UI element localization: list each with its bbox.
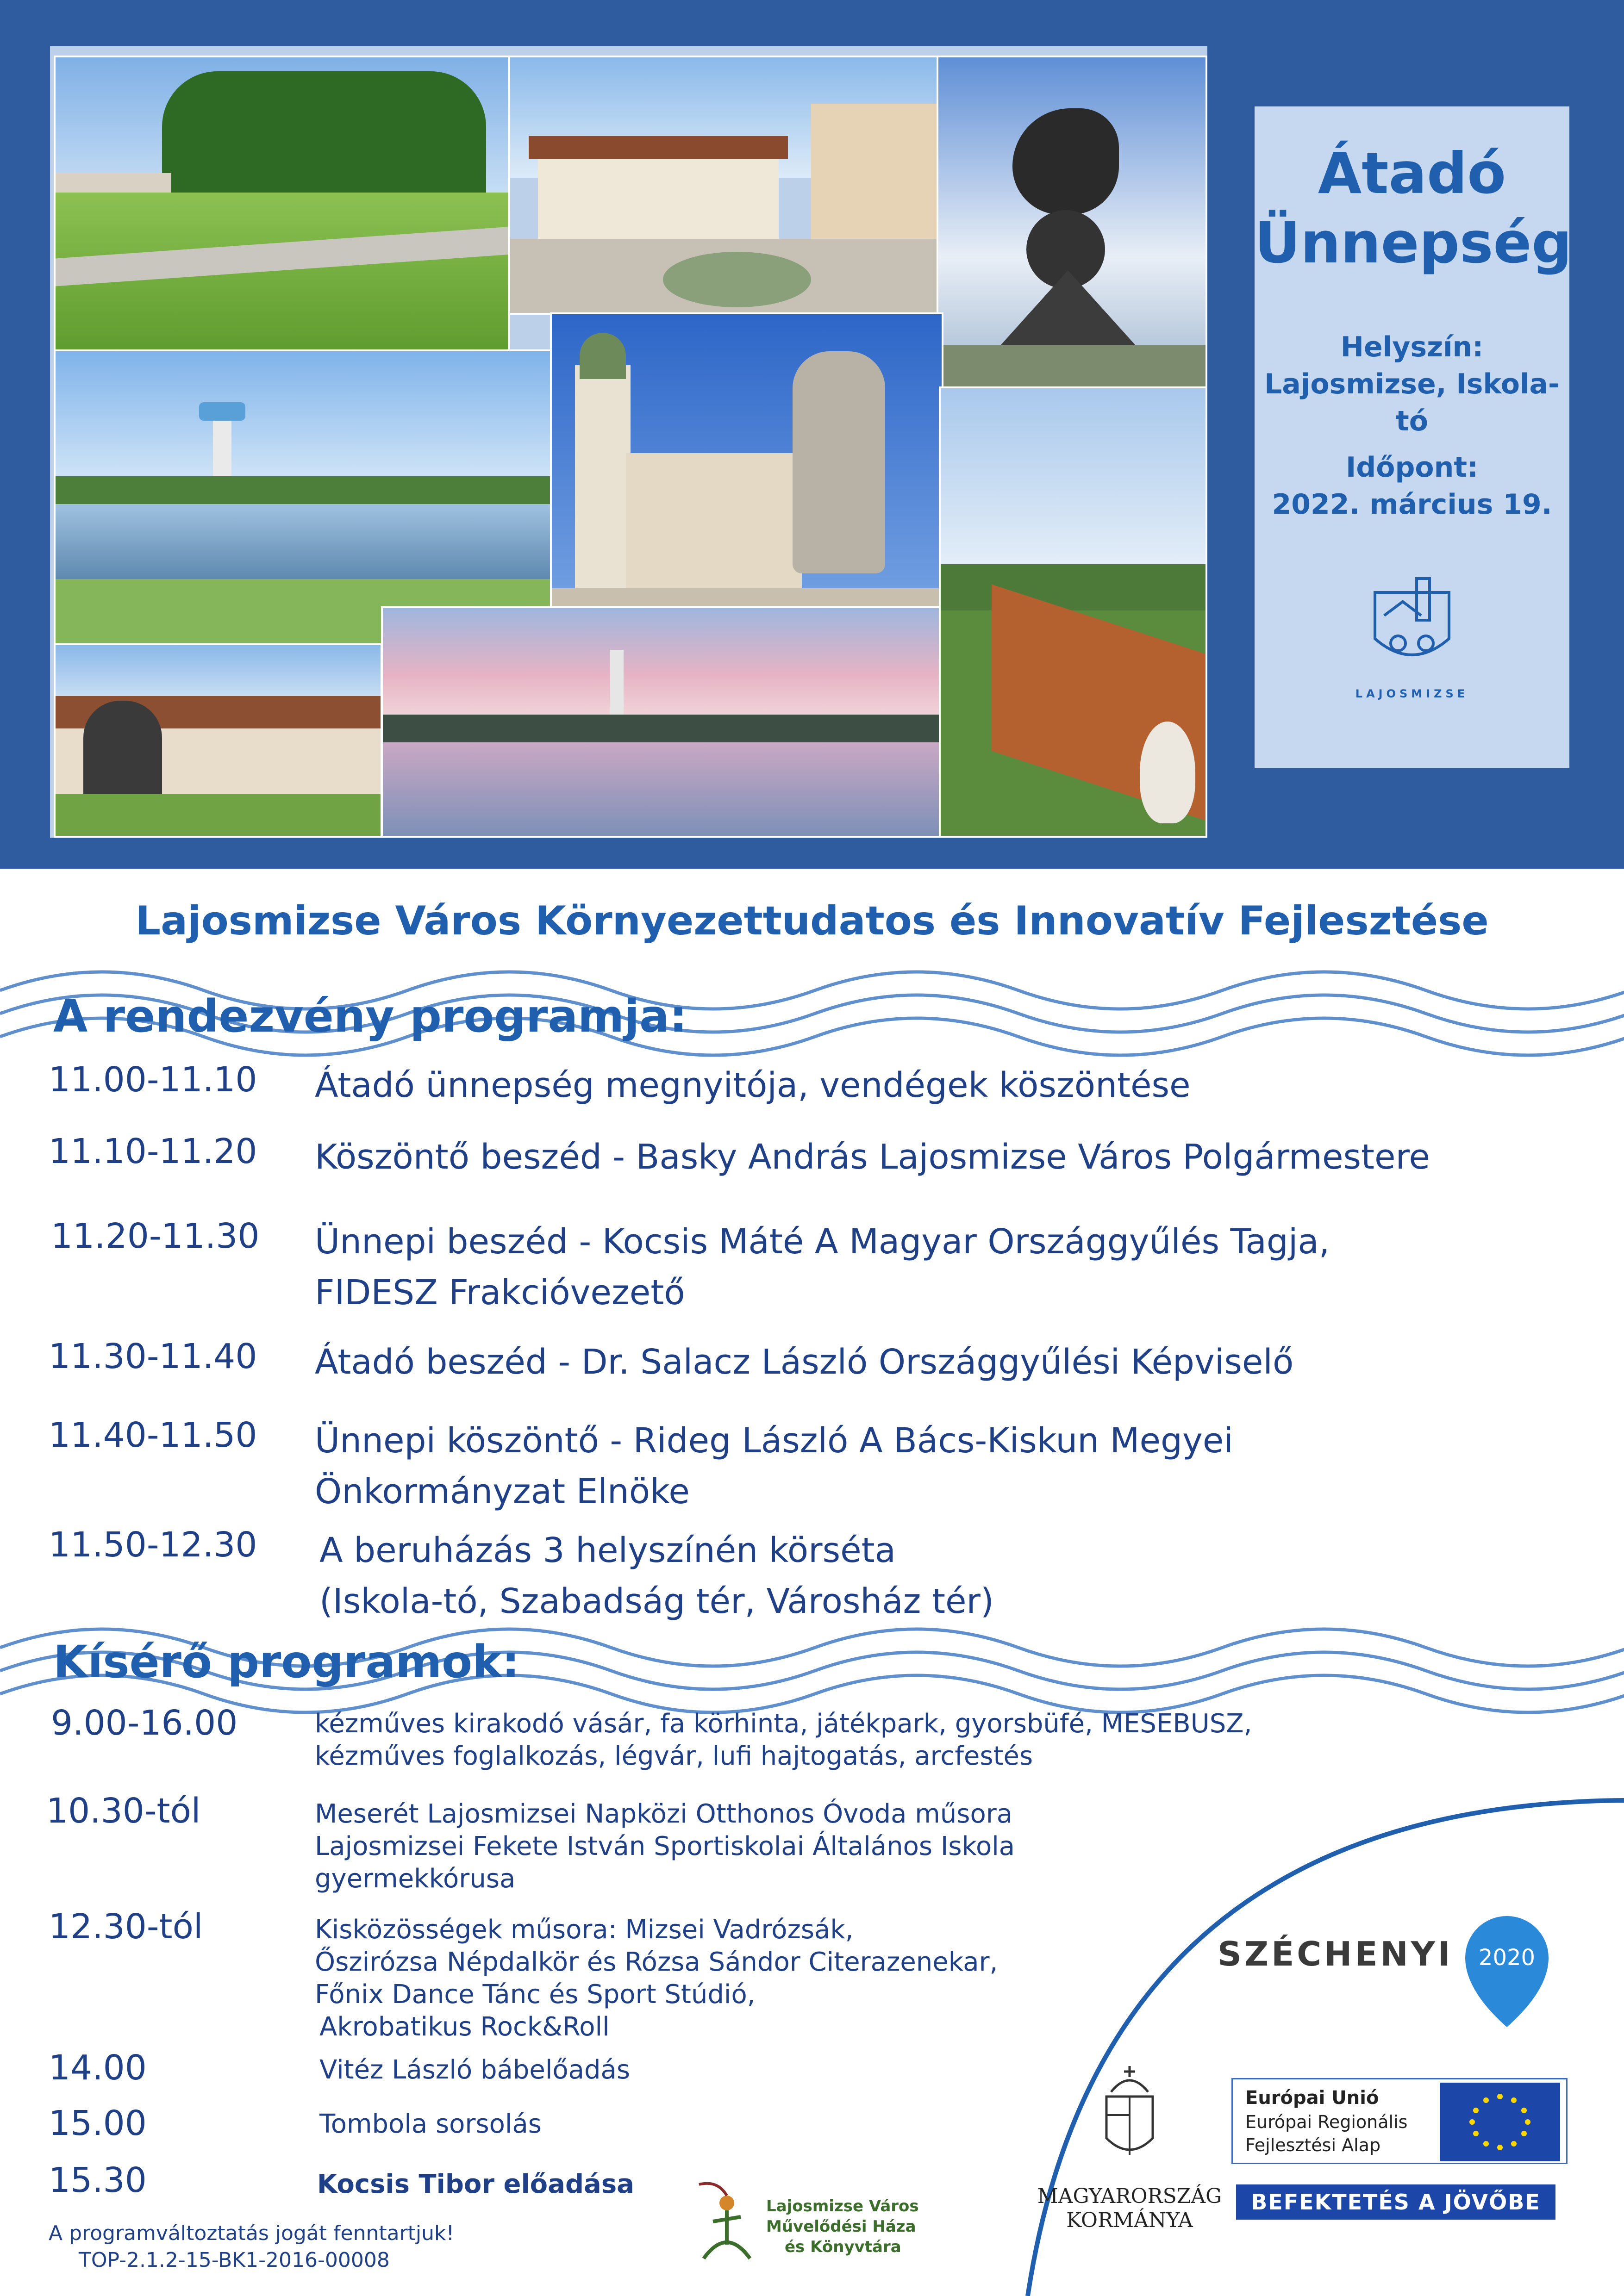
- side-time-4: 14.00: [49, 2048, 147, 2088]
- lake-bridge-photo: [939, 386, 1207, 838]
- side-text-1-line1: kézműves kirakodó vásár, fa körhinta, játékpark, gyorsbüfé, MESEBUSZ,: [315, 1709, 1252, 1739]
- eu-flag-icon: [1440, 2083, 1560, 2161]
- side-text-4-line: Vitéz László bábelőadás: [319, 2055, 630, 2085]
- lake-photo: [54, 349, 558, 646]
- raven-statue-photo: [937, 56, 1207, 389]
- side-time-3: 12.30-tól: [49, 1907, 203, 1947]
- program-text-2: [315, 1132, 1430, 1182]
- culture-house-name: [766, 2196, 919, 2257]
- side-text-2-line3: gyermekkórusa: [315, 1864, 516, 1894]
- program-text-4-line: Átadó beszéd - Dr. Salacz László Országgyűlési Képviselő: [315, 1342, 1294, 1382]
- program-time-2: 11.10-11.20: [49, 1132, 257, 1171]
- town-hall-photo: [54, 643, 382, 838]
- side-text-3-line1: Kisközösségek műsora: Mizsei Vadrózsák,: [315, 1915, 854, 1945]
- side-text-5-line: Tombola sorsolás: [319, 2109, 542, 2139]
- muv-line1: Lajosmizse Város: [766, 2197, 919, 2215]
- side-time-6: 15.30: [49, 2160, 147, 2200]
- program-time-4: 11.30-11.40: [49, 1337, 257, 1376]
- side-text-2-line2: Lajosmizsei Fekete István Sportiskolai Általános Iskola: [315, 1831, 1015, 1861]
- program-text-3: [315, 1216, 1330, 1318]
- program-time-6: 11.50-12.30: [49, 1525, 257, 1565]
- side-text-4: [319, 2054, 630, 2086]
- side-time-5: 15.00: [49, 2103, 147, 2143]
- program-text-1-line: Átadó ünnepség megnyitója, vendégek köszöntése: [315, 1065, 1191, 1105]
- event-title-line2: Ünnepség: [1255, 210, 1572, 276]
- program-text-3-line2: FIDESZ Frakcióvezető: [315, 1273, 685, 1313]
- szechenyi-pin-icon: [1461, 1911, 1553, 2032]
- side-text-6: [317, 2168, 634, 2201]
- program-heading: A rendezvény programja:: [53, 990, 687, 1042]
- disclaimer: A programváltoztatás jogát fenntartjuk!: [49, 2221, 455, 2245]
- muv-line2: Művelődési Háza: [766, 2217, 916, 2236]
- side-text-3-line4: Akrobatikus Rock&Roll: [319, 2012, 610, 2042]
- side-text-1-line2: kézműves foglalkozás, légvár, lufi hajtogatás, arcfestés: [315, 1741, 1033, 1771]
- program-text-4: [315, 1337, 1293, 1388]
- side-text-5: [319, 2108, 542, 2140]
- side-text-1: [315, 1708, 1252, 1773]
- szechenyi-year: 2020: [1478, 1945, 1536, 1971]
- photo-collage: [50, 46, 1207, 838]
- eu-line1: Európai Regionális: [1245, 2112, 1408, 2132]
- program-text-1: [315, 1060, 1191, 1111]
- program-text-3-line1: Ünnepi beszéd - Kocsis Máté A Magyar Országgyűlés Tagja,: [315, 1222, 1330, 1262]
- side-text-3-line3: Főnix Dance Tánc és Sport Stúdió,: [315, 1979, 756, 2010]
- info-panel: [1255, 106, 1572, 768]
- date-label: Időpont:: [1345, 451, 1479, 484]
- venue-value: Lajosmizse, Iskola-tó: [1264, 368, 1560, 437]
- program-text-2-line: Köszöntő beszéd - Basky András Lajosmizse Város Polgármestere: [315, 1137, 1430, 1177]
- side-text-3-line2: Őszirózsa Népdalkör és Rózsa Sándor Citerazenekar,: [315, 1947, 998, 1977]
- event-title-line1: Átadó: [1318, 141, 1506, 206]
- venue-label: Helyszín:: [1340, 331, 1484, 363]
- church-statue-photo: [550, 312, 943, 646]
- hungary-crest-icon: [1097, 2064, 1162, 2166]
- project-code: TOP-2.1.2-15-BK1-2016-00008: [79, 2248, 390, 2272]
- invest-banner: BEFEKTETÉS A JÖVŐBE: [1236, 2184, 1555, 2220]
- side-text-6-line: Kocsis Tibor előadása: [317, 2169, 634, 2199]
- muv-line3: és Könyvtára: [785, 2238, 901, 2256]
- side-text-2: [315, 1798, 1015, 1895]
- eu-line2: Fejlesztési Alap: [1245, 2135, 1381, 2155]
- town-square-photo: [508, 56, 939, 315]
- side-programs-heading: Kísérő programok:: [53, 1636, 520, 1688]
- program-text-6-line2: (Iskola-tó, Szabadság tér, Városház tér): [319, 1581, 994, 1621]
- park-photo: [54, 56, 510, 352]
- program-text-6-line1: A beruházás 3 helyszínén körséta: [319, 1531, 896, 1570]
- program-text-5: [315, 1415, 1233, 1517]
- sunset-lake-photo: [381, 606, 941, 838]
- program-time-5: 11.40-11.50: [49, 1415, 257, 1455]
- szechenyi-logo-text: SZÉCHENYI: [1218, 1935, 1453, 1973]
- date-value: 2022. március 19.: [1272, 488, 1552, 521]
- program-text-5-line2: Önkormányzat Elnöke: [315, 1472, 690, 1512]
- program-time-3: 11.20-11.30: [51, 1216, 260, 1256]
- side-text-2-line1: Meserét Lajosmizsei Napközi Otthonos Óvoda műsora: [315, 1799, 1013, 1829]
- side-time-1: 9.00-16.00: [51, 1703, 238, 1743]
- side-text-3: [315, 1914, 998, 2043]
- eu-fund-name: [1245, 2110, 1407, 2157]
- eu-title: Európai Unió: [1245, 2087, 1379, 2109]
- side-time-2: 10.30-tól: [46, 1791, 201, 1831]
- main-title: Lajosmizse Város Környezettudatos és Innovatív Fejlesztése: [135, 898, 1489, 944]
- culture-house-logo-icon: [690, 2171, 764, 2263]
- town-logo-text: LAJOSMIZSE: [1355, 687, 1469, 700]
- gov-line2: KORMÁNYA: [1066, 2209, 1193, 2232]
- program-text-5-line1: Ünnepi köszöntő - Rideg László A Bács-Kiskun Megyei: [315, 1421, 1233, 1461]
- gov-line1: MAGYARORSZÁG: [1037, 2184, 1222, 2208]
- program-time-1: 11.00-11.10: [49, 1060, 257, 1100]
- event-title: [1255, 139, 1572, 278]
- government-name: [1037, 2184, 1222, 2233]
- town-crest-icon: [1366, 574, 1458, 676]
- program-text-6: [319, 1525, 994, 1627]
